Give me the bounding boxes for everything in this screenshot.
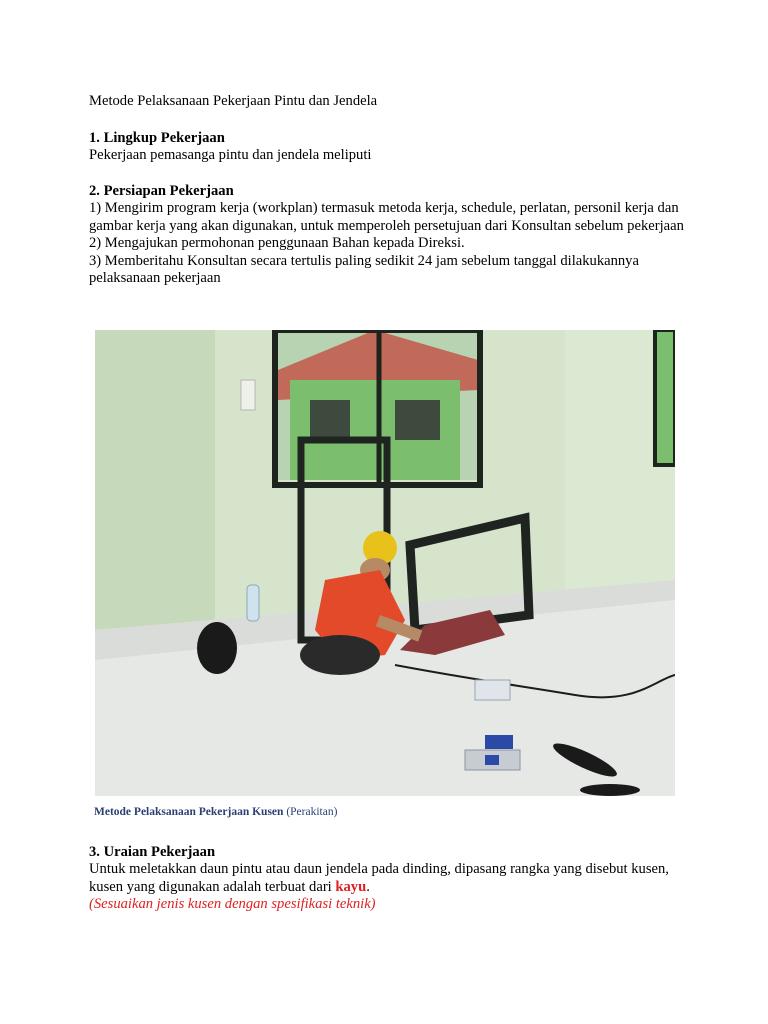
construction-photo [95,330,675,796]
highlight-text: kayu [335,878,367,895]
document-title: Metode Pelaksanaan Pekerjaan Pintu dan Jendela [89,93,378,109]
list-item: 1) Mengirim program kerja (workplan) termasuk metoda kerja, schedule, perlatan, personil kerja dan gambar kerja yang akan digunakan, untuk memperoleh persetujuan dari Konsultan sebelum pekerjaan [89,200,684,234]
caption-bold: Metode Pelaksanaan Pekerjaan Kusen [94,806,284,818]
list-item: 3) Memberitahu Konsultan secara tertulis paling sedikit 24 jam sebelum tanggal dilakukannya pelaksanaan pekerjaan [89,252,639,286]
section-text: Pekerjaan pemasanga pintu dan jendela meliputi [89,147,372,163]
caption-plain: (Perakitan) [286,806,338,818]
section-uraian [89,844,689,914]
section-heading: 3. Uraian Pekerjaan [89,844,216,860]
spec-note: (Sesuaikan jenis kusen dengan spesifikasi teknik) [89,896,376,912]
list-item: 2) Mengajukan permohonan penggunaan Bahan kepada Direksi. [89,235,465,251]
section-persiapan [89,183,689,288]
text-before: Untuk meletakkan daun pintu atau daun jendela pada dinding, dipasang rangka yang disebut kusen, kusen yang digunakan adalah terbuat dari [89,861,669,895]
text-after: . [366,878,370,895]
section-heading: 1. Lingkup Pekerjaan [89,130,225,146]
section-text [89,861,689,896]
figure-caption [94,806,337,818]
section-lingkup [89,130,371,165]
section-heading: 2. Persiapan Pekerjaan [89,183,234,199]
